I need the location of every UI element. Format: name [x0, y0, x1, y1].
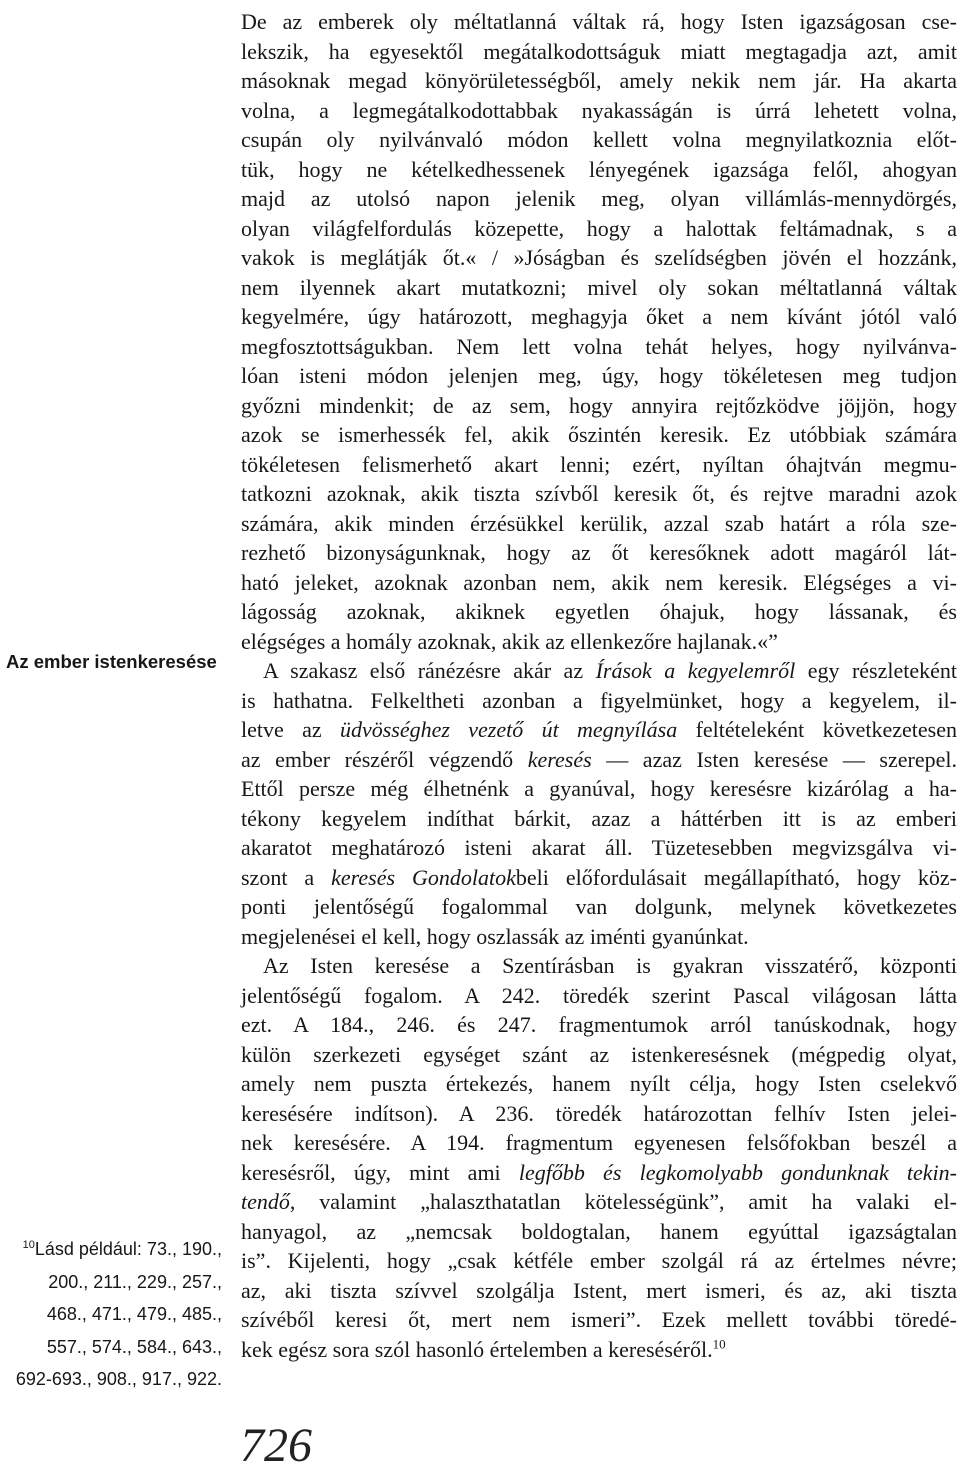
text-line: hanyagol, az „nemcsak boldogtalan, hanem egyúttal igazságtalan — [241, 1218, 957, 1244]
text-line: számára, akik minden érzésükkel kerülik, azzal szab határt a róla sze- — [241, 510, 957, 536]
text-segment: beli előfordulásait megállapítható, hogy köz- — [515, 864, 957, 890]
text-line: Ettől persze még élhetnénk a gyanúval, hogy keresésre kizárólag a ha- — [241, 776, 957, 801]
text-segment: egy részleteként — [795, 658, 958, 683]
text-line: majd az utolsó napon jelenik meg, olyan villámlás-mennydörgés, — [241, 186, 957, 211]
text-line: csupán oly nyilvánvaló módon kellett volna megnyilatkoznia előt- — [241, 127, 957, 152]
italic-text: üdvösséghez vezető út megnyílása — [339, 717, 678, 742]
text-line: Az Isten keresése a Szentírásban is gyakran visszatérő, központi — [263, 953, 957, 978]
text-line: tatkozni azoknak, akik tiszta szívből keresik őt, és rejtve maradni azok — [241, 481, 957, 506]
text-line: tékony kegyelem indíthat bárkit, azaz a háttérben itt is az emberi — [241, 805, 957, 831]
margin-heading: Az ember istenkeresése — [6, 651, 217, 672]
text-line: ható jeleket, azoknak azonban nem, akik nem keresik. Elégséges a vi- — [241, 569, 957, 595]
text-segment: kek egész sora szól hasonló értelemben a kereséséről. — [241, 1336, 713, 1362]
paragraph — [241, 7, 957, 656]
main-text-column — [241, 7, 957, 1364]
text-line: keresésére indítson). A 236. töredék határozottan felhív Isten jelei- — [241, 1100, 957, 1126]
footnote-line: 468., 471., 479., 485., — [46, 1304, 222, 1324]
text-line: is”. Kijelenti, hogy „csak kétféle ember szolgál rá az értelmes névre; — [241, 1248, 957, 1273]
text-line: megfosztottságukban. Nem lett volna tehát helyes, hogy nyilvánva- — [241, 333, 957, 359]
text-segment: letve az — [241, 717, 340, 742]
text-line: vakok is meglátják őt.« / »Jóságban és szelídségben jövén el hozzánk, — [241, 245, 957, 270]
text-line — [241, 656, 957, 686]
footnote — [0, 1233, 222, 1396]
text-segment: , valamint „halaszthatatlan kötelességünk”, amit ha valaki el- — [289, 1189, 957, 1214]
text-line: kegyelmére, úgy határozott, meghagyja őket a nem kívánt jótól való — [241, 304, 957, 329]
text-line: elégséges a homály azoknak, akik az ellenkezőre hajlanak.«” — [241, 628, 778, 654]
text-line: tük, hogy ne kételkedhessenek lényegének igazsága felől, ahogyan — [241, 156, 957, 182]
italic-text: legfőbb és legkomolyabb gondunknak tekin- — [518, 1159, 957, 1185]
text-segment: — azaz Isten keresése — szerepel. — [591, 746, 957, 772]
text-segment: keresésről, úgy, mint ami — [241, 1159, 519, 1185]
text-line — [241, 1158, 957, 1188]
text-line: külön szerkezeti egységet szánt az istenkeresésnek (mégpedig olyat, — [241, 1041, 957, 1067]
text-segment: az ember részéről végzendő — [241, 746, 528, 772]
italic-text: keresés — [527, 746, 592, 772]
paragraph — [241, 951, 957, 1364]
text-line: ponti jelentőségű fogalommal van dolgunk, melynek következetes — [241, 894, 957, 919]
footnote-marker: 10 — [22, 1239, 35, 1251]
text-line: De az emberek oly méltatlanná váltak rá, hogy Isten igazságosan cse- — [241, 9, 957, 34]
text-line: tökéletesen felismerhető akart lenni; ezért, nyíltan óhajtván megmu- — [241, 451, 957, 477]
text-line: olyan világfelfordulás közepette, hogy a halottak feltámadnak, s a — [241, 215, 957, 241]
paragraph — [241, 656, 957, 951]
text-line: ezt. A 184., 246. és 247. fragmentumok arról tanúskodnak, hogy — [241, 1012, 957, 1037]
text-segment: A szakasz első ránézésre akár az — [263, 658, 596, 683]
text-line: az, aki tiszta szívvel szolgálja Istent, mert ismeri, és az, aki tiszta — [241, 1277, 957, 1303]
text-line — [241, 745, 957, 775]
text-line: volna, a legmegátalkodottabbak nyakasságán is úrrá lehetett volna, — [241, 97, 957, 123]
italic-text: Írások a kegyelemről — [595, 658, 796, 683]
text-line: is hathatna. Felkeltheti azonban a figyelmünket, hogy a kegyelem, il- — [241, 687, 957, 713]
footnote-line: 557., 574., 584., 643., — [46, 1336, 222, 1357]
text-line — [241, 1335, 957, 1365]
text-line: akaratot meghatározó isteni akarat áll. Tüzetesebben megvizsgálva vi- — [241, 835, 957, 860]
footnote-line — [0, 1233, 222, 1266]
text-line: azok se ismerhessék fel, akik őszintén keresik. Ez utóbbiak számára — [241, 422, 957, 447]
italic-text: tendő — [241, 1189, 290, 1214]
text-line: amely nem puszta értekezés, hanem nyílt célja, hogy Isten cselekvő — [241, 1071, 957, 1096]
text-line: lekszik, ha egyesektől megátalkodottságuk miatt megtagadja azt, amit — [241, 38, 957, 64]
text-line: győzni mindenkit; de az sem, hogy annyira rejtőzködve jöjjön, hogy — [241, 392, 957, 418]
text-line — [241, 1187, 957, 1217]
text-line: szívéből keresi őt, mert nem ismeri”. Ezek mellett további töredé- — [241, 1307, 957, 1332]
text-line: lágosság azoknak, akiknek egyetlen óhajuk, hogy lássanak, és — [241, 599, 957, 624]
text-line: jelentőségű fogalom. A 242. töredék szerint Pascal világosan látta — [241, 982, 957, 1008]
text-line: nek keresésére. A 194. fragmentum egyenesen felsőfokban beszél a — [241, 1130, 957, 1155]
text-line: megjelenései el kell, hogy oszlassák az iménti gyanúnkat. — [241, 923, 749, 949]
text-line: rezhető bizonyságunknak, hogy az őt keresőknek adott magáról lát- — [241, 540, 957, 565]
text-line: lóan isteni módon jelenjen meg, úgy, hogy tökéletesen meg tudjon — [241, 363, 957, 388]
page-number: 726 — [240, 1419, 312, 1472]
text-line — [241, 863, 957, 893]
text-line — [241, 715, 957, 745]
text-segment: feltételeként következetesen — [677, 717, 957, 742]
footnote-text: Lásd például: 73., 190., — [34, 1239, 222, 1259]
italic-text: keresés Gondolatok — [331, 864, 516, 890]
footnote-reference: 10 — [712, 1336, 726, 1352]
footnote-line: 200., 211., 229., 257., — [48, 1271, 222, 1292]
text-line: nem ilyennek akart mutatkozni; mivel oly sokan méltatlanná váltak — [241, 274, 957, 300]
text-segment: szont a — [241, 864, 332, 890]
footnote-line: 692-693., 908., 917., 922. — [15, 1369, 222, 1389]
text-line: másoknak megad könyörületességből, amely nekik nem jár. Ha akarta — [241, 68, 957, 93]
